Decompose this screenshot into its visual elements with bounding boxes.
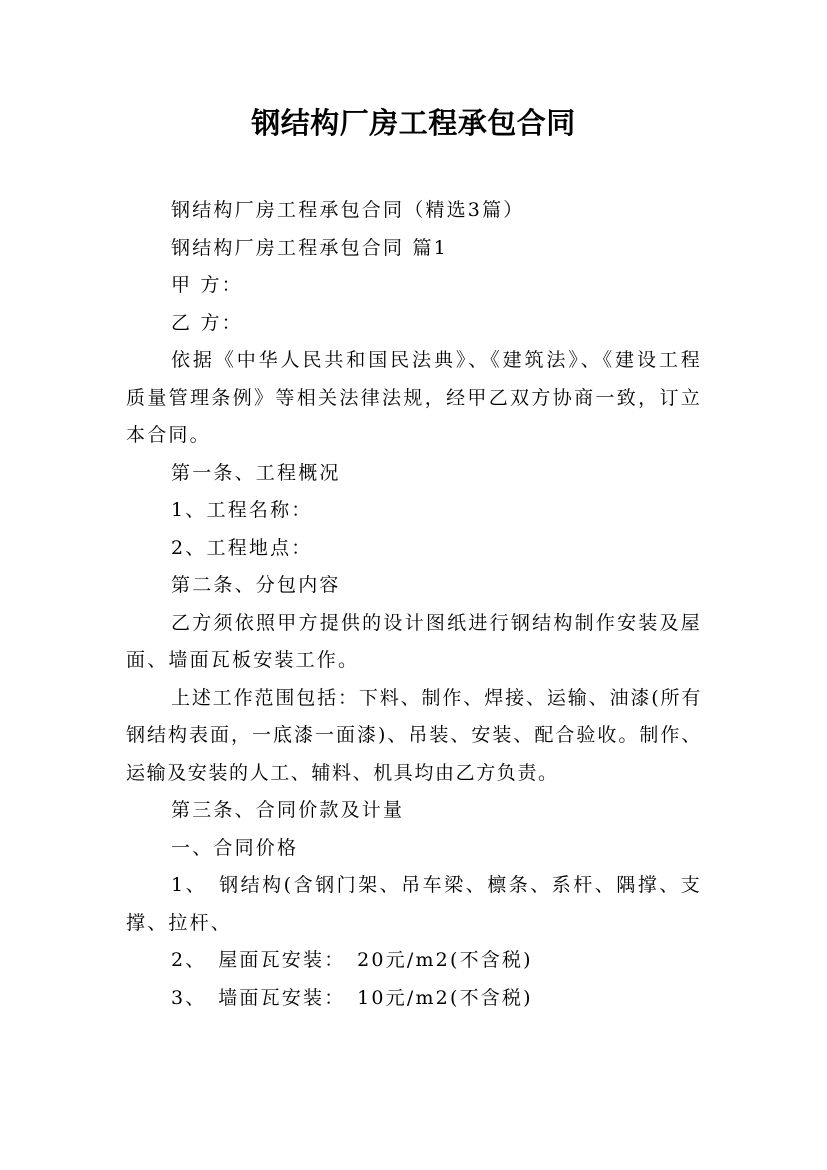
paragraph-article-3: 第三条、合同价款及计量 bbox=[171, 799, 405, 821]
paragraph-project-name: 1、工程名称： bbox=[171, 499, 313, 521]
document-body bbox=[126, 192, 702, 1017]
paragraph-contract-price: 一、合同价格 bbox=[171, 836, 299, 859]
paragraph-article-2: 第二条、分包内容 bbox=[171, 574, 341, 596]
paragraph-work-scope: 上述工作范围包括：下料、制作、焊接、运输、油漆(所有钢结构表面，一底漆一面漆)、吊装、安装、配合验收。制作、运输及安装的人工、辅料、机具均由乙方负责。 bbox=[126, 686, 702, 784]
paragraph-price-item-3: 3、 墙面瓦安装： 10元/m2(不含税) bbox=[171, 986, 533, 1009]
paragraph-project-location: 2、工程地点： bbox=[171, 536, 313, 559]
paragraph-legal-basis: 依据《中华人民共和国民法典》、《建筑法》、《建设工程质量管理条例》等相关法律法规，经甲乙双方协商一致，订立本合同。 bbox=[126, 349, 702, 446]
paragraph-chapter-heading: 钢结构厂房工程承包合同 篇1 bbox=[171, 236, 448, 259]
paragraph-price-item-2: 2、 屋面瓦安装： 20元/m2(不含税) bbox=[171, 949, 533, 971]
document-title: 钢结构厂房工程承包合同 bbox=[251, 106, 576, 140]
paragraph-subcontract-content: 乙方须依照甲方提供的设计图纸进行钢结构制作安装及屋面、墙面瓦板安装工作。 bbox=[126, 611, 702, 671]
paragraph-party-a: 甲 方： bbox=[171, 274, 243, 296]
paragraph-subtitle: 钢结构厂房工程承包合同（精选3篇） bbox=[171, 199, 525, 221]
paragraph-article-1: 第一条、工程概况 bbox=[171, 461, 341, 484]
paragraph-price-item-1: 1、 钢结构(含钢门架、吊车梁、檩条、系杆、隅撑、支撑、拉杆、 bbox=[126, 874, 702, 934]
paragraph-party-b: 乙 方： bbox=[171, 311, 243, 334]
